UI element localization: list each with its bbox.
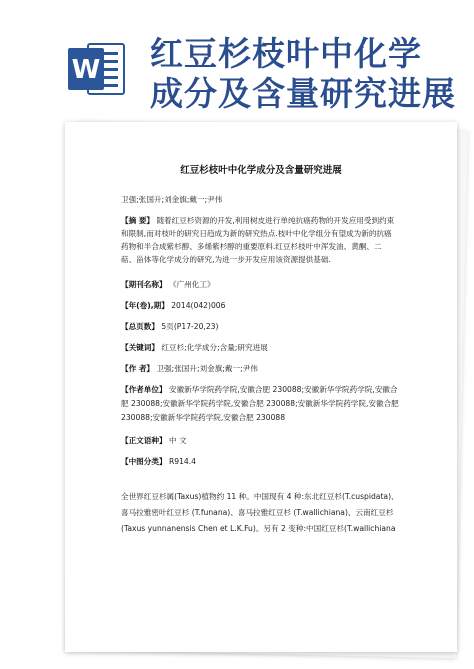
- document-title: 红豆杉枝叶中化学成分及含量研究进展: [180, 165, 342, 176]
- affiliation-text-1: 安徽新华学院药学院,安徽合肥 230088;安徽新华学院药学院,安徽合: [168, 385, 398, 394]
- journal-label: 【期刊名称】: [121, 280, 167, 289]
- keywords-row: [121, 342, 268, 353]
- abstract-text-1: 随着红豆杉资源的开发,利用树皮进行单纯抗癌药物的开发应用受到约束: [156, 216, 395, 225]
- authors-line: 卫强;张国升;刘金旗;戴一;尹伟: [121, 195, 223, 204]
- classification-row: [121, 456, 196, 467]
- journal-value: 《广州化工》: [168, 280, 215, 289]
- journal-row: [121, 279, 215, 290]
- body-line-1: 全世界红豆杉属(Taxus)植物约 11 种。中国现有 4 种:东北红豆杉(T.cuspidata)、: [121, 492, 399, 501]
- author-row: [121, 363, 258, 374]
- language-value: 中 文: [168, 436, 187, 445]
- keywords-label: 【关键词】: [121, 343, 159, 352]
- author-value: 卫强;张国升;刘金旗;戴一;尹伟: [156, 364, 258, 373]
- banner-title-line-1: 红豆杉枝叶中化学: [150, 34, 422, 73]
- body-line-2: 喜马拉雅密叶红豆杉 (T.funana)、喜马拉雅红豆杉 (T.wallichiana)、云南红豆杉: [121, 508, 394, 517]
- abstract-line-4: 萜、甾体等化学成分的研究,为进一步开发应用该资源提供基础.: [121, 255, 331, 264]
- year-issue-value: 2014(042)006: [171, 301, 226, 310]
- word-icon: [66, 38, 126, 100]
- abstract-line-1: [121, 215, 394, 226]
- affiliation-label: 【作者单位】: [121, 385, 167, 394]
- pages-value: 5页(P17-20,23): [161, 322, 219, 331]
- abstract-line-2: 和限制,而对枝叶的研究日趋成为新的研究热点.枝叶中化学组分有望成为新的抗癌: [121, 229, 392, 238]
- language-label: 【正文语种】: [121, 436, 167, 445]
- keywords-value: 红豆杉;化学成分;含量;研究进展: [161, 343, 268, 352]
- abstract-line-3: 药物和半合成紫杉醇、多烯紫杉醇的重要原料.红豆杉枝叶中浑发油、黄酮、二: [121, 242, 382, 251]
- abstract-label: 【摘 要】: [121, 216, 155, 225]
- year-issue-label: 【年(卷),期】: [121, 301, 169, 310]
- pages-row: [121, 321, 218, 332]
- language-row: [121, 435, 187, 446]
- affiliation-line-3: 230088;安徽新华学院药学院,安徽合肥 230088: [121, 413, 286, 422]
- banner-title-line-2: 成分及含量研究进展: [150, 74, 456, 113]
- classification-value: R914.4: [168, 457, 197, 466]
- year-issue-row: [121, 300, 225, 311]
- word-logo-letter: W: [71, 55, 101, 85]
- body-line-3: (Taxus yunnanensis Chen et L.K.Fu)。另有 2 变种:中国红豆杉(T.wallichiana: [121, 524, 396, 533]
- pages-label: 【总页数】: [121, 322, 159, 331]
- affiliation-line-2: 肥 230088;安徽新华学院药学院,安徽合肥 230088;安徽新华学院药学院,安徽合肥: [121, 399, 399, 408]
- document-page: [65, 122, 457, 652]
- affiliation-line-1: [121, 384, 398, 395]
- author-label: 【作 者】: [121, 364, 155, 373]
- banner: [0, 0, 474, 118]
- classification-label: 【中图分类】: [121, 457, 167, 466]
